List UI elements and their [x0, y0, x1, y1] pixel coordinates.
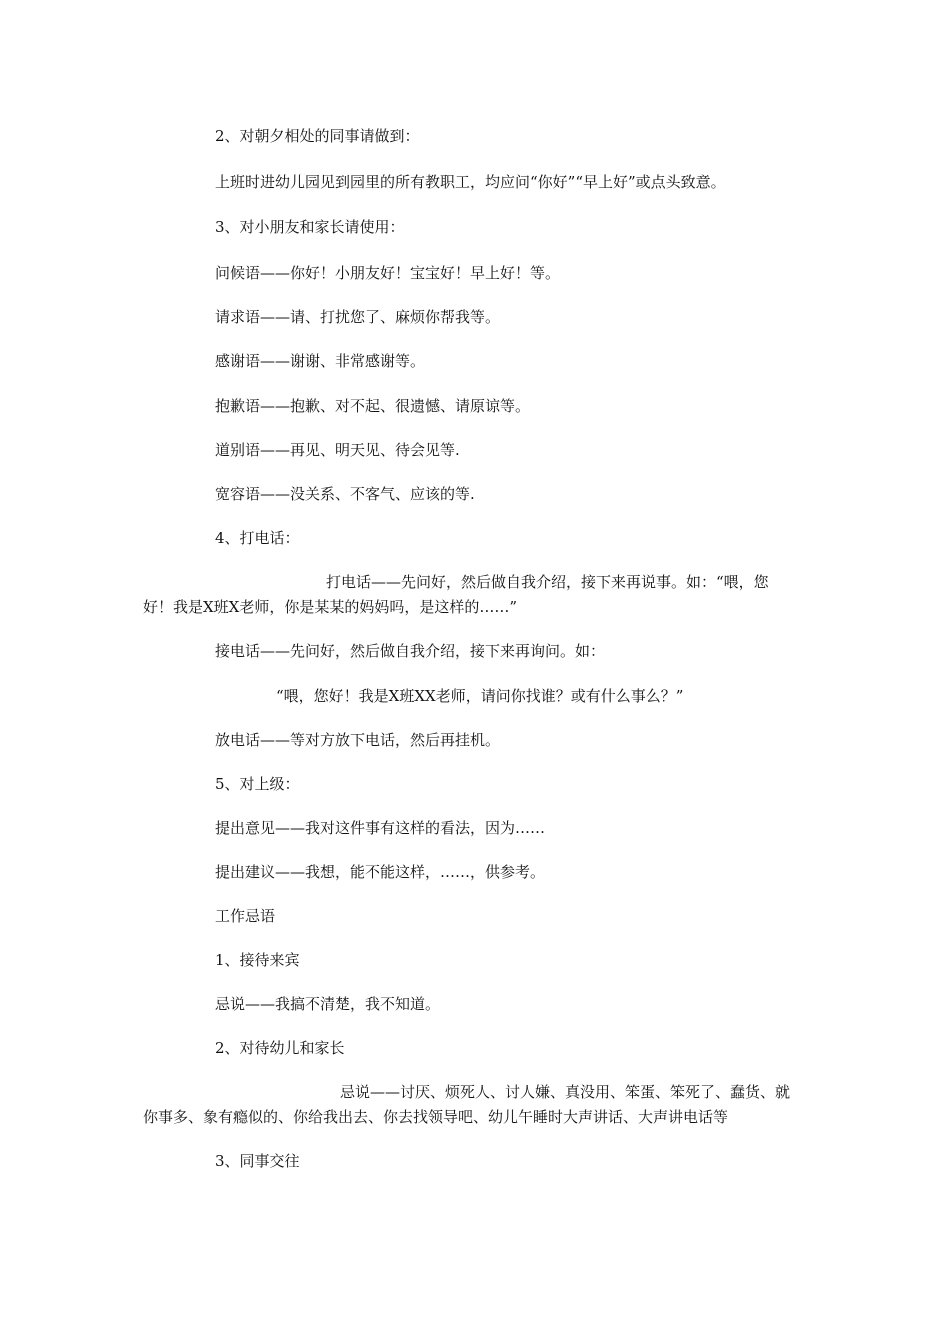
heading-colleagues: 2、对朝夕相处的同事请做到： — [215, 127, 420, 145]
paragraph-taboo-line2: 你事多、象有瘾似的、你给我出去、你去找领导吧、幼儿午睡时大声讲话、大声讲电话等 — [143, 1108, 729, 1126]
heading-phone: 4、打电话： — [215, 529, 300, 547]
paragraph-answer-call: 接电话——先问好，然后做自我介绍，接下来再询问。如： — [215, 642, 606, 660]
phrase-opinion: 提出意见——我对这件事有这样的看法，因为…… — [215, 819, 546, 837]
heading-children-parents: 3、对小朋友和家长请使用： — [215, 218, 405, 236]
phrase-greeting: 问候语——你好！小朋友好！宝宝好！早上好！等。 — [215, 264, 561, 282]
heading-taboo-phrases: 工作忌语 — [215, 907, 276, 925]
phrase-request: 请求语——请、打扰您了、麻烦你帮我等。 — [215, 308, 501, 326]
paragraph-make-call-line2: 好！我是X班X老师，你是某某的妈妈吗，是这样的……” — [143, 598, 518, 616]
paragraph-greet-staff: 上班时进幼儿园见到园里的所有教职工，均应问“你好”“早上好”或点头致意。 — [215, 173, 726, 191]
heading-children-parents-taboo: 2、对待幼儿和家长 — [215, 1039, 345, 1057]
paragraph-taboo-line1: 忌说——讨厌、烦死人、讨人嫌、真没用、笨蛋、笨死了、蠢货、就 — [340, 1083, 791, 1101]
phrase-suggestion: 提出建议——我想，能不能这样，……，供参考。 — [215, 863, 546, 881]
phrase-thanks: 感谢语——谢谢、非常感谢等。 — [215, 352, 426, 370]
phrase-farewell: 道别语——再见、明天见、待会见等. — [215, 441, 460, 459]
paragraph-make-call-line1: 打电话——先问好，然后做自我介绍，接下来再说事。如：“喂，您 — [326, 573, 769, 591]
heading-colleague-relations: 3、同事交往 — [215, 1152, 300, 1170]
phrase-guest-taboo: 忌说——我搞不清楚，我不知道。 — [215, 995, 441, 1013]
heading-receiving-guests: 1、接待来宾 — [215, 951, 300, 969]
heading-superiors: 5、对上级： — [215, 775, 300, 793]
paragraph-hang-up: 放电话——等对方放下电话，然后再挂机。 — [215, 731, 501, 749]
phrase-tolerance: 宽容语——没关系、不客气、应该的等. — [215, 485, 475, 503]
quote-answer-call: “喂，您好！我是X班XX老师，请问你找谁？或有什么事么？” — [276, 687, 684, 705]
phrase-apology: 抱歉语——抱歉、对不起、很遗憾、请原谅等。 — [215, 397, 531, 415]
